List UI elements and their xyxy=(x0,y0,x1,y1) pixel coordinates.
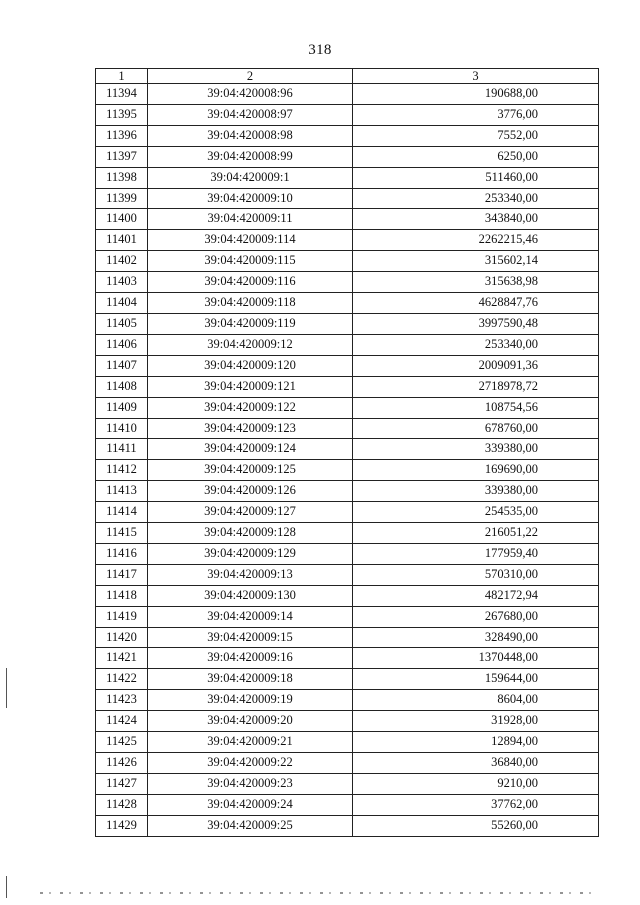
table-row xyxy=(96,606,599,627)
row-number-cell: 11406 xyxy=(96,334,148,355)
page-number: 318 xyxy=(308,42,332,58)
table-row xyxy=(96,627,599,648)
table-row xyxy=(96,794,599,815)
value-cell: 7552,00 xyxy=(353,125,599,146)
table-row xyxy=(96,397,599,418)
row-number-cell: 11401 xyxy=(96,230,148,251)
cadastral-number-cell: 39:04:420009:21 xyxy=(148,732,353,753)
cadastral-number-cell: 39:04:420008:98 xyxy=(148,125,353,146)
value-cell: 36840,00 xyxy=(353,753,599,774)
cadastral-number-cell: 39:04:420009:13 xyxy=(148,564,353,585)
value-cell: 482172,94 xyxy=(353,585,599,606)
table-row xyxy=(96,209,599,230)
table-row xyxy=(96,125,599,146)
value-cell: 55260,00 xyxy=(353,815,599,836)
cadastral-number-cell: 39:04:420009:130 xyxy=(148,585,353,606)
row-number-cell: 11410 xyxy=(96,418,148,439)
cadastral-number-cell: 39:04:420009:128 xyxy=(148,523,353,544)
row-number-cell: 11396 xyxy=(96,125,148,146)
value-cell: 4628847,76 xyxy=(353,293,599,314)
value-cell: 159644,00 xyxy=(353,669,599,690)
row-number-cell: 11403 xyxy=(96,272,148,293)
row-number-cell: 11409 xyxy=(96,397,148,418)
row-number-cell: 11412 xyxy=(96,460,148,481)
value-cell: 12894,00 xyxy=(353,732,599,753)
value-cell: 3776,00 xyxy=(353,104,599,125)
row-number-cell: 11419 xyxy=(96,606,148,627)
cadastral-number-cell: 39:04:420009:129 xyxy=(148,543,353,564)
table-row xyxy=(96,564,599,585)
value-cell: 253340,00 xyxy=(353,188,599,209)
cadastral-number-cell: 39:04:420009:18 xyxy=(148,669,353,690)
table-row xyxy=(96,502,599,523)
row-number-cell: 11418 xyxy=(96,585,148,606)
value-cell: 343840,00 xyxy=(353,209,599,230)
column-header-2: 2 xyxy=(148,69,353,84)
cadastral-number-cell: 39:04:420009:124 xyxy=(148,439,353,460)
row-number-cell: 11420 xyxy=(96,627,148,648)
column-header-3: 3 xyxy=(353,69,599,84)
value-cell: 8604,00 xyxy=(353,690,599,711)
table-row xyxy=(96,711,599,732)
table-row xyxy=(96,272,599,293)
value-cell: 511460,00 xyxy=(353,167,599,188)
table-row xyxy=(96,188,599,209)
value-cell: 570310,00 xyxy=(353,564,599,585)
value-cell: 678760,00 xyxy=(353,418,599,439)
cadastral-number-cell: 39:04:420009:16 xyxy=(148,648,353,669)
cadastral-number-cell: 39:04:420009:115 xyxy=(148,251,353,272)
row-number-cell: 11428 xyxy=(96,794,148,815)
value-cell: 37762,00 xyxy=(353,794,599,815)
scan-margin-mark xyxy=(6,876,7,898)
cadastral-number-cell: 39:04:420009:127 xyxy=(148,502,353,523)
table-row xyxy=(96,84,599,105)
value-cell: 315638,98 xyxy=(353,272,599,293)
value-cell: 253340,00 xyxy=(353,334,599,355)
row-number-cell: 11404 xyxy=(96,293,148,314)
row-number-cell: 11429 xyxy=(96,815,148,836)
value-cell: 1370448,00 xyxy=(353,648,599,669)
cadastral-number-cell: 39:04:420009:22 xyxy=(148,753,353,774)
value-cell: 108754,56 xyxy=(353,397,599,418)
value-cell: 169690,00 xyxy=(353,460,599,481)
table-row xyxy=(96,460,599,481)
row-number-cell: 11405 xyxy=(96,313,148,334)
table-row xyxy=(96,104,599,125)
table-row xyxy=(96,146,599,167)
value-cell: 3997590,48 xyxy=(353,313,599,334)
value-cell: 190688,00 xyxy=(353,84,599,105)
cadastral-number-cell: 39:04:420009:15 xyxy=(148,627,353,648)
cadastral-number-cell: 39:04:420009:118 xyxy=(148,293,353,314)
table-row xyxy=(96,293,599,314)
cadastral-number-cell: 39:04:420009:126 xyxy=(148,481,353,502)
cadastral-number-cell: 39:04:420009:20 xyxy=(148,711,353,732)
cadastral-number-cell: 39:04:420009:19 xyxy=(148,690,353,711)
row-number-cell: 11427 xyxy=(96,773,148,794)
scan-margin-mark xyxy=(6,668,7,708)
value-cell: 9210,00 xyxy=(353,773,599,794)
value-cell: 315602,14 xyxy=(353,251,599,272)
cadastral-number-cell: 39:04:420009:119 xyxy=(148,313,353,334)
value-cell: 267680,00 xyxy=(353,606,599,627)
cadastral-number-cell: 39:04:420009:123 xyxy=(148,418,353,439)
value-cell: 328490,00 xyxy=(353,627,599,648)
table-row xyxy=(96,313,599,334)
value-cell: 2718978,72 xyxy=(353,376,599,397)
table-header xyxy=(96,69,599,84)
cadastral-number-cell: 39:04:420009:1 xyxy=(148,167,353,188)
cadastral-number-cell: 39:04:420008:99 xyxy=(148,146,353,167)
table-row xyxy=(96,732,599,753)
cadastral-number-cell: 39:04:420009:125 xyxy=(148,460,353,481)
cadastral-number-cell: 39:04:420009:11 xyxy=(148,209,353,230)
table-row xyxy=(96,648,599,669)
table-body xyxy=(96,84,599,837)
row-number-cell: 11416 xyxy=(96,543,148,564)
table-row xyxy=(96,355,599,376)
table-row xyxy=(96,773,599,794)
value-cell: 339380,00 xyxy=(353,481,599,502)
row-number-cell: 11424 xyxy=(96,711,148,732)
value-cell: 216051,22 xyxy=(353,523,599,544)
table-row xyxy=(96,523,599,544)
table-row xyxy=(96,418,599,439)
value-cell: 254535,00 xyxy=(353,502,599,523)
row-number-cell: 11422 xyxy=(96,669,148,690)
cadastral-table xyxy=(95,68,599,837)
row-number-cell: 11398 xyxy=(96,167,148,188)
value-cell: 6250,00 xyxy=(353,146,599,167)
table-row xyxy=(96,543,599,564)
cadastral-number-cell: 39:04:420008:96 xyxy=(148,84,353,105)
table-row xyxy=(96,439,599,460)
table-row xyxy=(96,585,599,606)
table-row xyxy=(96,251,599,272)
header-row xyxy=(96,69,599,84)
cadastral-number-cell: 39:04:420009:120 xyxy=(148,355,353,376)
value-cell: 2009091,36 xyxy=(353,355,599,376)
row-number-cell: 11397 xyxy=(96,146,148,167)
row-number-cell: 11421 xyxy=(96,648,148,669)
cadastral-number-cell: 39:04:420009:24 xyxy=(148,794,353,815)
scan-bottom-noise xyxy=(40,892,600,894)
row-number-cell: 11399 xyxy=(96,188,148,209)
table-row xyxy=(96,753,599,774)
cadastral-number-cell: 39:04:420009:12 xyxy=(148,334,353,355)
row-number-cell: 11411 xyxy=(96,439,148,460)
cadastral-number-cell: 39:04:420008:97 xyxy=(148,104,353,125)
column-header-1: 1 xyxy=(96,69,148,84)
row-number-cell: 11395 xyxy=(96,104,148,125)
value-cell: 31928,00 xyxy=(353,711,599,732)
value-cell: 2262215,46 xyxy=(353,230,599,251)
cadastral-number-cell: 39:04:420009:10 xyxy=(148,188,353,209)
table-row xyxy=(96,690,599,711)
row-number-cell: 11414 xyxy=(96,502,148,523)
row-number-cell: 11407 xyxy=(96,355,148,376)
cadastral-number-cell: 39:04:420009:121 xyxy=(148,376,353,397)
cadastral-number-cell: 39:04:420009:116 xyxy=(148,272,353,293)
table-row xyxy=(96,481,599,502)
row-number-cell: 11426 xyxy=(96,753,148,774)
value-cell: 177959,40 xyxy=(353,543,599,564)
table-row xyxy=(96,167,599,188)
row-number-cell: 11417 xyxy=(96,564,148,585)
table-row xyxy=(96,230,599,251)
row-number-cell: 11408 xyxy=(96,376,148,397)
row-number-cell: 11400 xyxy=(96,209,148,230)
row-number-cell: 11413 xyxy=(96,481,148,502)
cadastral-number-cell: 39:04:420009:122 xyxy=(148,397,353,418)
table-row xyxy=(96,376,599,397)
row-number-cell: 11402 xyxy=(96,251,148,272)
cadastral-number-cell: 39:04:420009:25 xyxy=(148,815,353,836)
table-row xyxy=(96,815,599,836)
cadastral-number-cell: 39:04:420009:14 xyxy=(148,606,353,627)
table-row xyxy=(96,334,599,355)
row-number-cell: 11415 xyxy=(96,523,148,544)
cadastral-number-cell: 39:04:420009:114 xyxy=(148,230,353,251)
cadastral-number-cell: 39:04:420009:23 xyxy=(148,773,353,794)
table-row xyxy=(96,669,599,690)
row-number-cell: 11394 xyxy=(96,84,148,105)
value-cell: 339380,00 xyxy=(353,439,599,460)
row-number-cell: 11423 xyxy=(96,690,148,711)
row-number-cell: 11425 xyxy=(96,732,148,753)
